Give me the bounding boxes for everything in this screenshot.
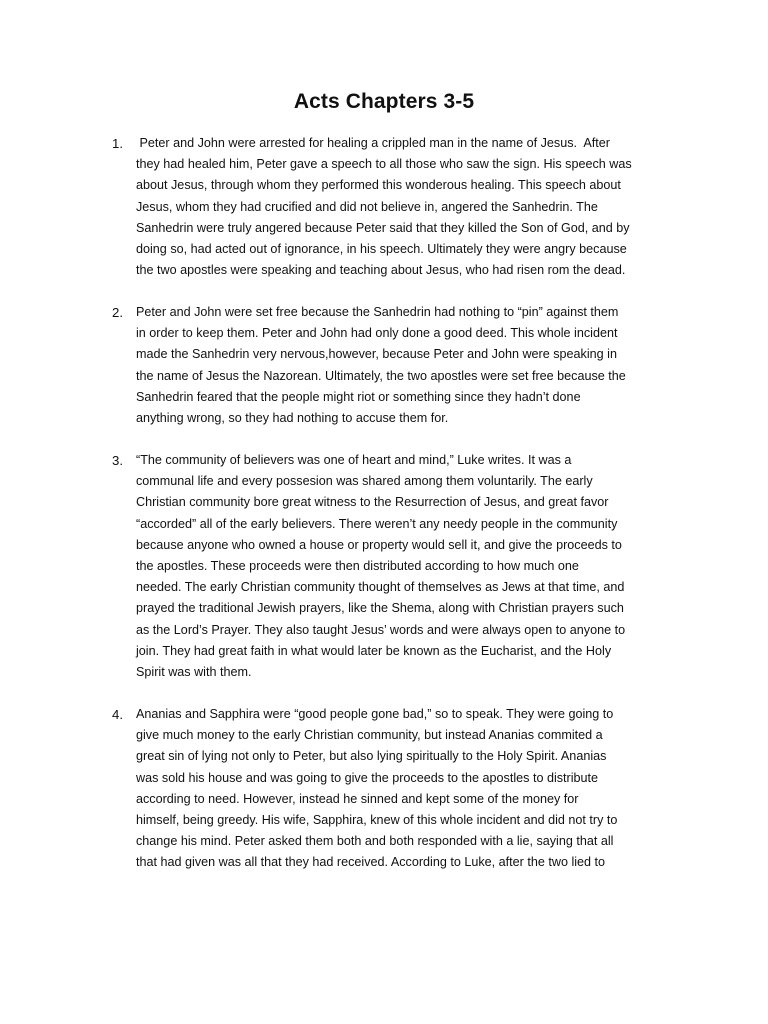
text-line: “accorded” all of the early believers. There weren’t any needy people in the community — [136, 516, 618, 531]
text-line: they had healed him, Peter gave a speech to all those who saw the sign. His speech was — [136, 157, 632, 172]
item-number: 1. — [112, 136, 123, 151]
item-number: 4. — [112, 707, 123, 722]
text-line: great sin of lying not only to Peter, but also lying spiritually to the Holy Spirit. Ananias — [136, 749, 607, 764]
text-line: himself, being greedy. His wife, Sapphira, knew of this whole incident and did not try to — [136, 813, 618, 828]
text-line: Sanhedrin were truly angered because Peter said that they killed the Son of God, and by — [136, 220, 630, 235]
text-line: was sold his house and was going to give the proceeds to the apostles to distribute — [136, 770, 599, 785]
text-line: change his mind. Peter asked them both and both responded with a lie, saying that all — [136, 834, 614, 849]
text-line: the two apostles were speaking and teaching about Jesus, who had risen rom the dead. — [136, 263, 626, 278]
text-line: anything wrong, so they had nothing to accuse them for. — [136, 411, 449, 426]
text-line: Sanhedrin feared that the people might riot or something since they hadn’t done — [136, 389, 581, 404]
text-line: the name of Jesus the Nazorean. Ultimately, the two apostles were set free because the — [136, 368, 626, 383]
text-line: Spirit was with them. — [136, 665, 252, 680]
item-number: 3. — [112, 453, 123, 468]
item-text — [136, 704, 686, 874]
text-line: because anyone who owned a house or property would sell it, and give the proceeds to — [136, 537, 622, 552]
item-text — [136, 133, 686, 281]
text-line: communal life and every possesion was shared among them voluntarily. The early — [136, 474, 593, 489]
text-line: that had given was all that they had received. According to Luke, after the two lied to — [136, 855, 606, 870]
item-text — [136, 302, 686, 429]
text-line: doing so, had acted out of ignorance, in his speech. Ultimately they were angry because — [136, 242, 627, 257]
text-line: Peter and John were set free because the Sanhedrin had nothing to “pin” against them — [136, 305, 619, 319]
text-line: the apostles. These proceeds were then distributed according to how much one — [136, 559, 579, 574]
item-number: 2. — [112, 305, 123, 320]
item-text — [136, 450, 686, 683]
text-line: Ananias and Sapphira were “good people gone bad,” so to speak. They were going to — [136, 707, 614, 721]
text-line: made the Sanhedrin very nervous,however, because Peter and John were speaking in — [136, 347, 617, 362]
text-line: give much money to the early Christian community, but instead Ananias commited a — [136, 728, 603, 743]
text-line: Peter and John were arrested for healing a crippled man in the name of Jesus. After — [136, 136, 610, 150]
text-line: prayed the traditional Jewish prayers, like the Shema, along with Christian prayers such — [136, 601, 624, 616]
text-line: needed. The early Christian community thought of themselves as Jews at that time, and — [136, 580, 625, 595]
text-line: according to need. However, instead he sinned and kept some of the money for — [136, 791, 579, 806]
text-line: Christian community bore great witness to the Resurrection of Jesus, and great favor — [136, 495, 609, 510]
text-line: “The community of believers was one of heart and mind,” Luke writes. It was a — [136, 453, 572, 467]
text-line: about Jesus, through whom they performed this wonderous healing. This speech about — [136, 178, 621, 193]
text-line: as the Lord’s Prayer. They also taught Jesus’ words and were always open to anyone to — [136, 622, 626, 637]
text-line: Jesus, whom they had crucified and did not believe in, angered the Sanhedrin. The — [136, 199, 598, 214]
text-line: join. They had great faith in what would later be known as the Eucharist, and the Holy — [136, 643, 612, 658]
document-title: Acts Chapters 3-5 — [293, 90, 475, 113]
text-line: in order to keep them. Peter and John had only done a good deed. This whole incident — [136, 326, 618, 341]
